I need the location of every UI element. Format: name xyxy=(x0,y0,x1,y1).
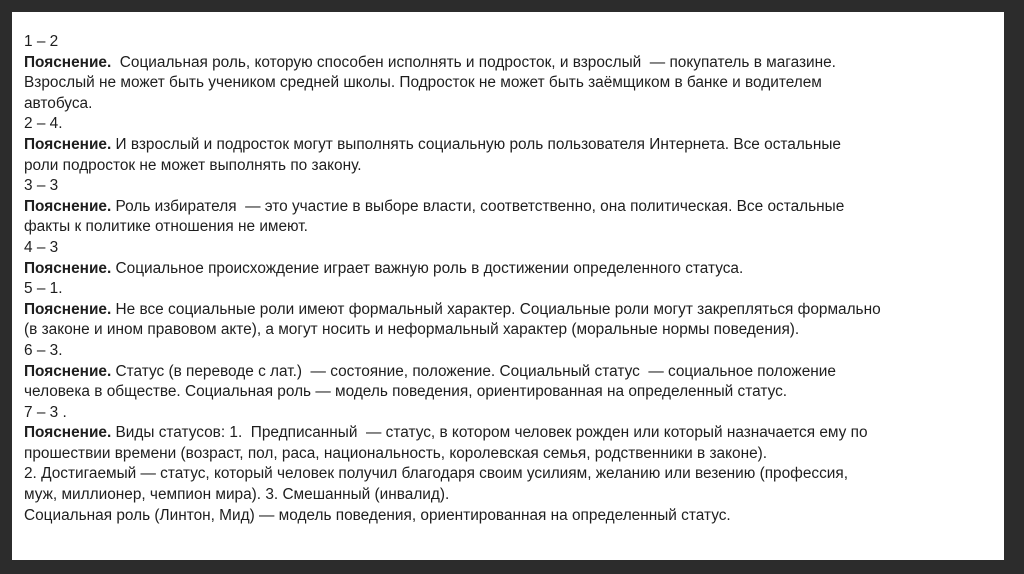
explanation-text: Роль избирателя — это участие в выборе власти, соответственно, она политическая. Все остальные xyxy=(111,197,845,215)
explanation-line: Взрослый не может быть учеником средней школы. Подросток не может быть заёмщиком в банке и водителем xyxy=(24,74,822,92)
explanation-line: автобуса. xyxy=(24,94,93,112)
explanation-line xyxy=(24,300,996,321)
answer-number: 5 – 1. xyxy=(24,280,63,298)
explanation-line: 2. Достигаемый — статус, который человек получил благодаря своим усилиям, желанию или везению (профессия, xyxy=(24,465,848,483)
explanation-line xyxy=(24,423,996,444)
explanation-line xyxy=(24,135,996,156)
explanation-text: Статус (в переводе с лат.) — состояние, положение. Социальный статус — социальное положение xyxy=(111,362,836,380)
explanation-label: Пояснение. xyxy=(24,135,112,153)
explanation-line: факты к политике отношения не имеют. xyxy=(24,218,308,236)
slide xyxy=(12,12,1004,560)
answer-number: 6 – 3. xyxy=(24,341,63,359)
explanation-label: Пояснение. xyxy=(24,53,112,71)
answers-text xyxy=(24,32,996,526)
explanation-line xyxy=(24,362,996,383)
explanation-line: человека в обществе. Социальная роль — модель поведения, ориентированная на определенный статус. xyxy=(24,383,788,401)
explanation-text: Виды статусов: 1. Предписанный — статус, в котором человек рожден или который назначается ему по xyxy=(111,424,868,442)
explanation-line xyxy=(24,53,996,74)
explanation-label: Пояснение. xyxy=(24,424,112,442)
explanation-line: прошествии времени (возраст, пол, раса, национальность, королевская семья, родственники в законе). xyxy=(24,444,768,462)
explanation-line xyxy=(24,259,996,280)
explanation-line: Социальная роль (Линтон, Мид) — модель поведения, ориентированная на определенный статус. xyxy=(24,506,731,524)
answer-number: 4 – 3 xyxy=(24,238,59,256)
explanation-line xyxy=(24,197,996,218)
explanation-label: Пояснение. xyxy=(24,197,112,215)
answer-number: 2 – 4. xyxy=(24,115,63,133)
answer-number: 1 – 2 xyxy=(24,33,59,50)
explanation-line: муж, миллионер, чемпион мира). 3. Смешанный (инвалид). xyxy=(24,486,450,504)
explanation-text: Не все социальные роли имеют формальный характер. Социальные роли могут закрепляться формально xyxy=(111,300,881,318)
explanation-label: Пояснение. xyxy=(24,259,112,277)
answer-number: 7 – 3 . xyxy=(24,403,67,421)
explanation-text: И взрослый и подросток могут выполнять социальную роль пользователя Интернета. Все остальные xyxy=(111,135,841,153)
explanation-text: Социальное происхождение играет важную роль в достижении определенного статуса. xyxy=(111,259,744,277)
answer-number: 3 – 3 xyxy=(24,177,59,195)
explanation-label: Пояснение. xyxy=(24,362,112,380)
explanation-label: Пояснение. xyxy=(24,300,112,318)
explanation-line: роли подросток не может выполнять по закону. xyxy=(24,156,362,174)
explanation-line: (в законе и ином правовом акте), а могут носить и неформальный характер (моральные нормы поведения). xyxy=(24,321,800,339)
explanation-text: Социальная роль, которую способен исполнять и подросток, и взрослый — покупатель в магазине. xyxy=(111,53,836,71)
